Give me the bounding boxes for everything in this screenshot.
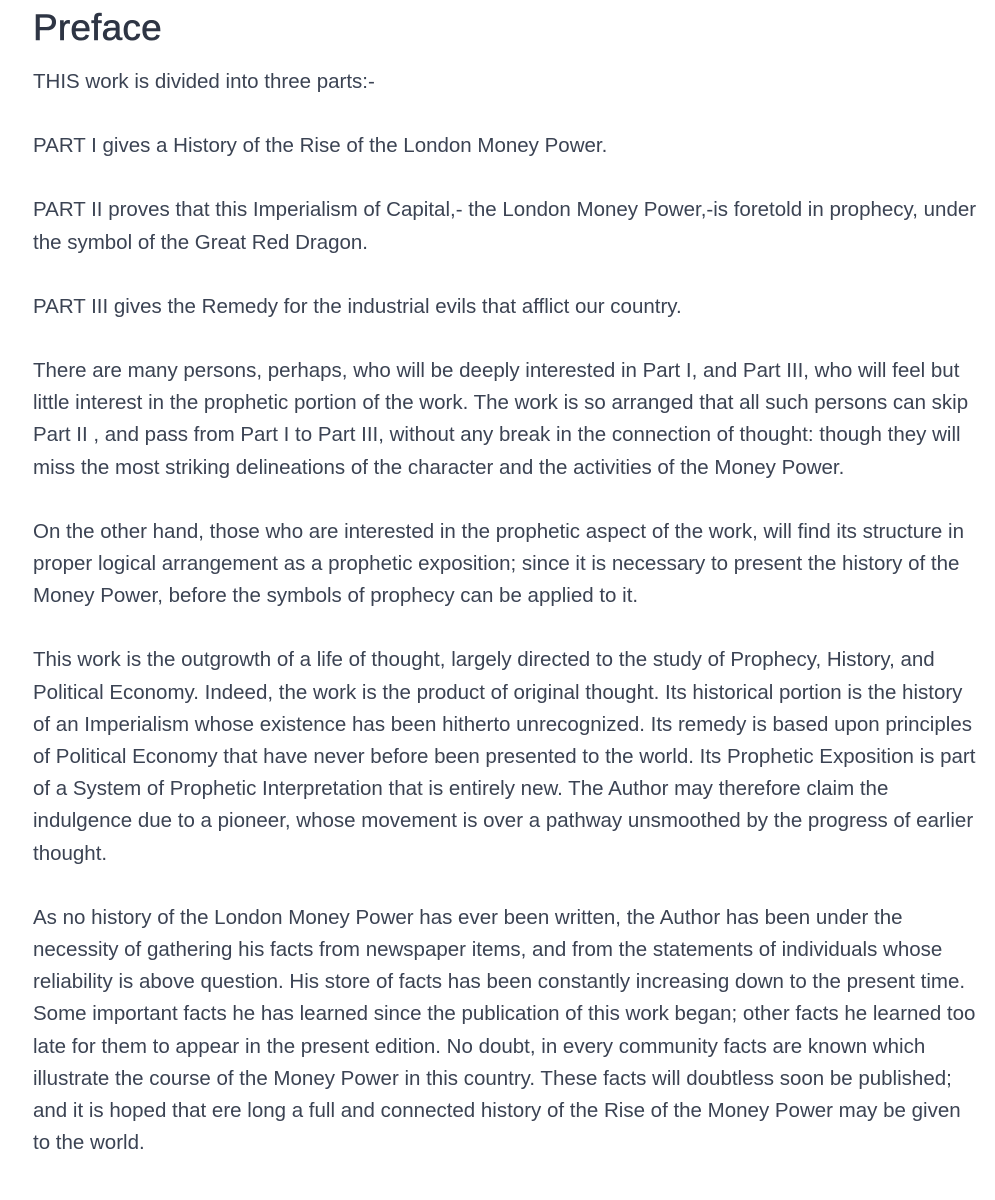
paragraph-prophetic-aspect: On the other hand, those who are interested in the prophetic aspect of the work, will find its structure in proper logical arrangement as a prophetic exposition; since it is necessary to present the history of the Money Power, before the symbols of prophecy can be applied to it. bbox=[33, 519, 964, 608]
preface-body bbox=[33, 66, 978, 1191]
paragraph-history-sources: As no history of the London Money Power has ever been written, the Author has been under the necessity of gathering his facts from newspaper items, and from the statements of individuals whose reliability is above question. His store of facts has been constantly increasing down to the present time. Some important facts he has learned since the publication of this work began; other facts he learned too late for them to appear in the present edition. No doubt, in every community facts are known which illustrate the course of the Money Power in this country. These facts will doubtless soon be published; and it is hoped that ere long a full and connected history of the Rise of the Money Power may be given to the world. bbox=[33, 905, 976, 1155]
paragraph-part-three: PART III gives the Remedy for the industrial evils that afflict our country. bbox=[33, 294, 682, 318]
paragraph-readers-note: There are many persons, perhaps, who will be deeply interested in Part I, and Part III, who will feel but little interest in the prophetic portion of the work. The work is so arranged that all such persons can skip Part II , and pass from Part I to Part III, without any break in the connection of thought: though they will miss the most striking delineations of the character and the activities of the Money Power. bbox=[33, 359, 969, 479]
paragraph-intro: THIS work is divided into three parts:- bbox=[33, 70, 375, 93]
paragraph-part-one: PART I gives a History of the Rise of the London Money Power. bbox=[33, 134, 608, 158]
paragraph-part-two: PART II proves that this Imperialism of Capital,- the London Money Power,-is foretold in prophecy, under the symbol of the Great Red Dragon. bbox=[33, 198, 977, 254]
paragraph-outgrowth: This work is the outgrowth of a life of thought, largely directed to the study of Prophecy, History, and Political Economy. Indeed, the work is the product of original thought. Its historical portion is the history of an Imperialism whose existence has been hitherto unrecognized. Its remedy is based upon principles of Political Economy that have never before been presented to the world. Its Prophetic Exposition is part of a System of Prophetic Interpretation that is entirely new. The Author may therefore claim the indulgence due to a pioneer, whose movement is over a pathway unsmoothed by the progress of earlier thought. bbox=[33, 648, 976, 865]
page-title: Preface bbox=[33, 7, 162, 48]
